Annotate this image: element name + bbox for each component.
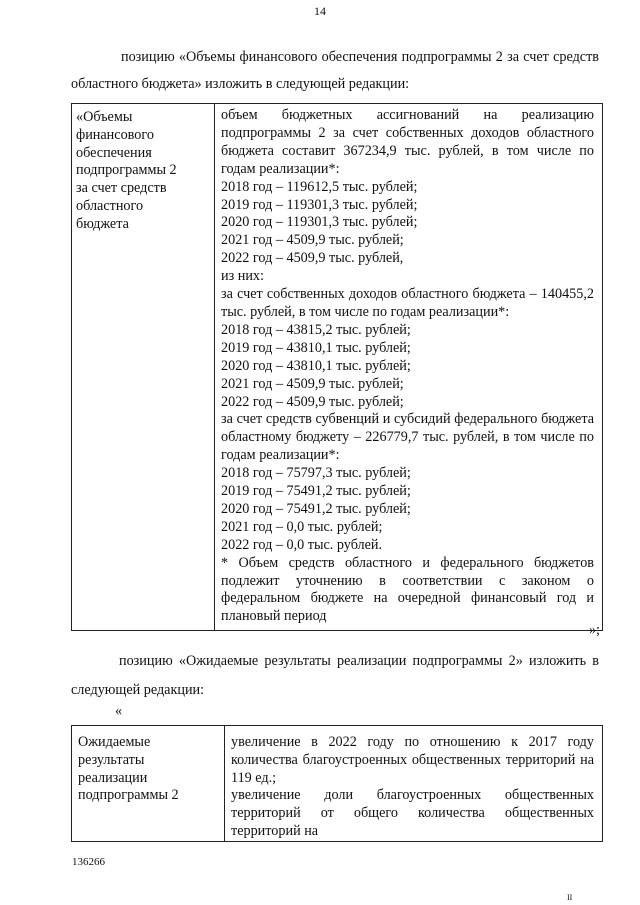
year-line: 2022 год – 4509,9 тыс. рублей,: [221, 250, 404, 267]
year-line: 2022 год – 4509,9 тыс. рублей;: [221, 393, 404, 410]
regional-income-paragraph: за счет собственных доходов областного бюджета – 140455,2 тыс. рублей, в том числе по годам реализации*:: [221, 286, 594, 320]
financing-table-label-cell: [72, 104, 215, 631]
label-line: обеспечения: [76, 144, 152, 161]
page-number: 14: [314, 4, 326, 18]
label-line: результаты: [78, 751, 145, 768]
year-line: 2021 год – 4509,9 тыс. рублей;: [221, 232, 404, 249]
label-line: Ожидаемые: [78, 734, 151, 750]
label-line: «Объемы: [76, 109, 133, 125]
label-line: подпрограммы 2: [76, 162, 177, 179]
label-line: реализации: [78, 769, 148, 786]
year-line: 2020 год – 119301,3 тыс. рублей;: [221, 214, 418, 231]
year-line: 2021 год – 0,0 тыс. рублей;: [221, 518, 383, 535]
year-line: 2020 год – 43810,1 тыс. рублей;: [221, 357, 411, 374]
label-line: подпрограммы 2: [78, 787, 179, 804]
label-line: за счет средств: [76, 180, 167, 197]
year-line: 2020 год – 75491,2 тыс. рублей;: [221, 500, 411, 517]
opening-quote-mark: «: [115, 703, 123, 719]
federal-subsidies-paragraph: за счет средств субвенций и субсидий федерального бюджета областному бюджету – 226779,7 тыс. рублей, в том числе по годам реализации*:: [221, 411, 594, 464]
year-line: 2019 год – 75491,2 тыс. рублей;: [221, 483, 411, 500]
footnote: * Объем средств областного и федерального бюджетов подлежит уточнению в соответствии с законом о федеральном бюджете на очередной финансовый год и плановый период: [221, 554, 594, 625]
result-item: увеличение в 2022 году по отношению к 2017 году количества благоустроенных общественных территорий на 119 ед.;: [231, 734, 594, 786]
closing-quote-mark: »;: [588, 622, 600, 638]
year-line: 2018 год – 75797,3 тыс. рублей;: [221, 465, 411, 482]
year-line: 2019 год – 119301,3 тыс. рублей;: [221, 196, 418, 213]
results-table: [71, 725, 603, 842]
results-table-label-cell: [72, 726, 225, 842]
year-line: 2018 год – 119612,5 тыс. рублей;: [221, 178, 418, 195]
intro-paragraph-financing: позицию «Объемы финансового обеспечения подпрограммы 2 за счет средств областного бюджета» изложить в следующей редакции:: [71, 49, 599, 92]
total-budget-paragraph: объем бюджетных ассигнований на реализацию подпрограммы 2 за счет собственных доходов областного бюджета составит 367234,9 тыс. рублей, в том числе по годам реализации*:: [221, 107, 594, 177]
year-line: 2019 год – 43810,1 тыс. рублей;: [221, 339, 411, 356]
year-line: 2018 год – 43815,2 тыс. рублей;: [221, 321, 411, 338]
label-line: финансового: [76, 126, 154, 143]
intro-paragraph-results: позицию «Ожидаемые результаты реализации подпрограммы 2» изложить в следующей редакции:: [71, 653, 599, 698]
corner-mark: II: [567, 893, 573, 902]
result-item: увеличение доли благоустроенных общественных территорий от общего количества общественных территорий на: [231, 787, 594, 839]
year-line: 2021 год – 4509,9 тыс. рублей;: [221, 375, 404, 392]
label-line: областного: [76, 197, 144, 214]
results-table-value-cell: [225, 726, 603, 842]
year-line: 2022 год – 0,0 тыс. рублей.: [221, 536, 383, 553]
of-them-label: из них:: [221, 268, 264, 285]
financing-table-value-cell: [215, 104, 603, 631]
label-line: бюджета: [76, 215, 129, 232]
financing-table: [71, 103, 603, 631]
document-number: 136266: [72, 856, 105, 868]
